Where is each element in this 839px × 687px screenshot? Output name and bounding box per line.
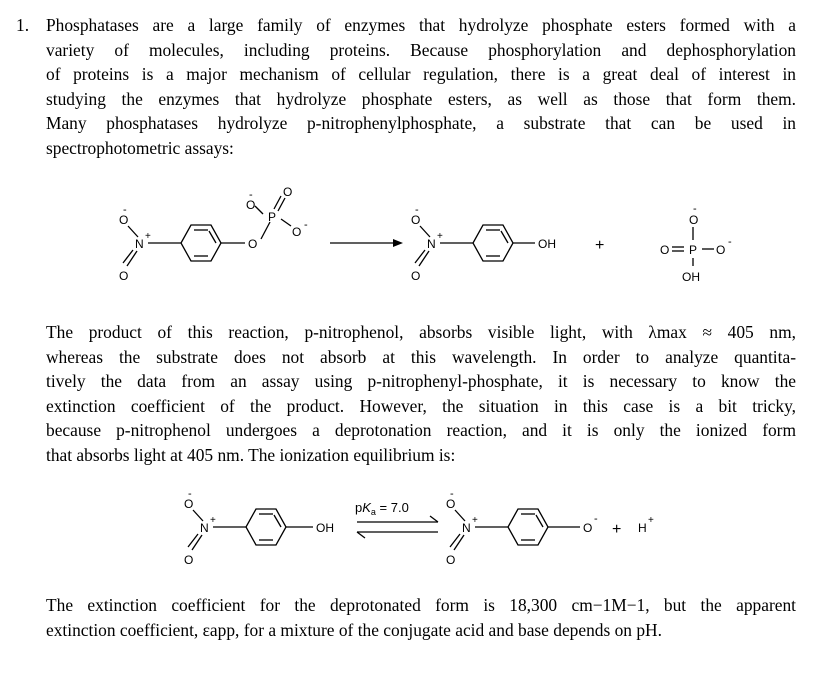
phosphate-p: P xyxy=(689,243,698,257)
substrate-p-o-right-charge: - xyxy=(304,219,308,231)
reaction-plus-sign: + xyxy=(595,237,605,254)
substrate-nitro-n-charge: + xyxy=(145,231,151,242)
substrate-ester-o: O xyxy=(248,237,258,251)
intro-line-1: Phosphatases are a large family of enzymes that hydrolyze phosphate esters formed with a xyxy=(46,15,796,35)
base-nitro-n: N xyxy=(462,521,471,535)
product-nitro-o-top: O xyxy=(411,213,421,227)
substrate-p-o-left: O xyxy=(246,198,256,212)
acid-nitro-n-charge: + xyxy=(210,515,216,526)
acid-nitro-o-bottom: O xyxy=(184,553,194,567)
intro-line-4: studying the enzymes that hydrolyze phosphate esters, as well as those that form them. xyxy=(46,88,796,109)
product-line-5: because p-nitrophenol undergoes a deprotonation reaction, and it is only the ionized form xyxy=(46,420,796,441)
product-hydroxyl: OH xyxy=(538,237,556,251)
intro-line-3: of proteins is a major mechanism of cellular regulation, there is a great deal of interest in xyxy=(46,64,796,85)
problem-number: 1. xyxy=(16,15,30,35)
substrate-p: P xyxy=(268,210,277,224)
product-nitro-o-top-charge: - xyxy=(415,204,419,216)
phosphate-o-right: O xyxy=(716,243,726,257)
paragraph-extinction xyxy=(46,593,796,642)
substrate-nitro-o-bottom: O xyxy=(119,269,129,283)
paragraph-product xyxy=(46,320,796,468)
substrate-nitro-o-top-charge: - xyxy=(123,204,127,216)
product-line-1: The product of this reaction, p-nitrophenol, absorbs visible light, with λmax ≈ 405 nm, xyxy=(46,322,796,342)
intro-line-5: Many phosphatases hydrolyze p-nitrophenylphosphate, a substrate that can be used in xyxy=(46,113,796,134)
substrate-p-o-left-charge: - xyxy=(249,189,253,201)
phosphate-o-right-charge: - xyxy=(728,236,732,248)
intro-line-6: spectrophotometric assays: xyxy=(46,137,234,158)
product-line-6: that absorbs light at 405 nm. The ionization equilibrium is: xyxy=(46,444,456,465)
phosphate-o-left: O xyxy=(660,243,670,257)
acid-hydroxyl: OH xyxy=(316,521,334,535)
substrate-nitro-o-top: O xyxy=(119,213,129,227)
substrate-nitro-n: N xyxy=(135,237,144,251)
product-nitro-n: N xyxy=(427,237,436,251)
extinction-line-2: extinction coefficient, εapp, for a mixture of the conjugate acid and base depends on pH. xyxy=(46,619,662,640)
base-nitro-o-top: O xyxy=(446,497,456,511)
equilibrium-plus-sign: + xyxy=(612,521,622,538)
extinction-line-1: The extinction coefficient for the deprotonated form is 18,300 cm−1M−1, but the apparent xyxy=(46,595,796,615)
paragraph-intro xyxy=(46,13,796,161)
product-nitro-n-charge: + xyxy=(437,231,443,242)
intro-line-2: variety of molecules, including proteins. Because phosphorylation and dephosphorylation xyxy=(46,39,796,60)
acid-nitro-n: N xyxy=(200,521,209,535)
product-nitro-o-bottom: O xyxy=(411,269,421,283)
substrate-p-o-right: O xyxy=(292,225,302,239)
phosphate-o-top: O xyxy=(689,213,699,227)
product-line-4: extinction coefficient of the product. However, the situation in this case is a bit tricky, xyxy=(46,395,796,416)
acid-nitro-o-top: O xyxy=(184,497,194,511)
phosphate-o-top-charge: - xyxy=(693,203,697,215)
base-nitro-o-bottom: O xyxy=(446,553,456,567)
acid-nitro-o-top-charge: - xyxy=(188,488,192,500)
proton-charge: + xyxy=(648,515,654,526)
phenolate-o-charge: - xyxy=(594,513,598,525)
proton: H xyxy=(638,521,647,535)
phenolate-o: O xyxy=(583,521,593,535)
base-nitro-n-charge: + xyxy=(472,515,478,526)
substrate-p-o-top: O xyxy=(283,185,293,199)
product-line-3: tively the data from an assay using p-nitrophenyl-phosphate, it is necessary to know the xyxy=(46,371,796,392)
base-nitro-o-top-charge: - xyxy=(450,488,454,500)
product-line-2: whereas the substrate does not absorb at this wavelength. In order to analyze quantita- xyxy=(46,346,796,367)
pka-label: $pK_a = 7.0$ xyxy=(355,500,409,517)
phosphate-hydroxyl: OH xyxy=(682,270,700,284)
